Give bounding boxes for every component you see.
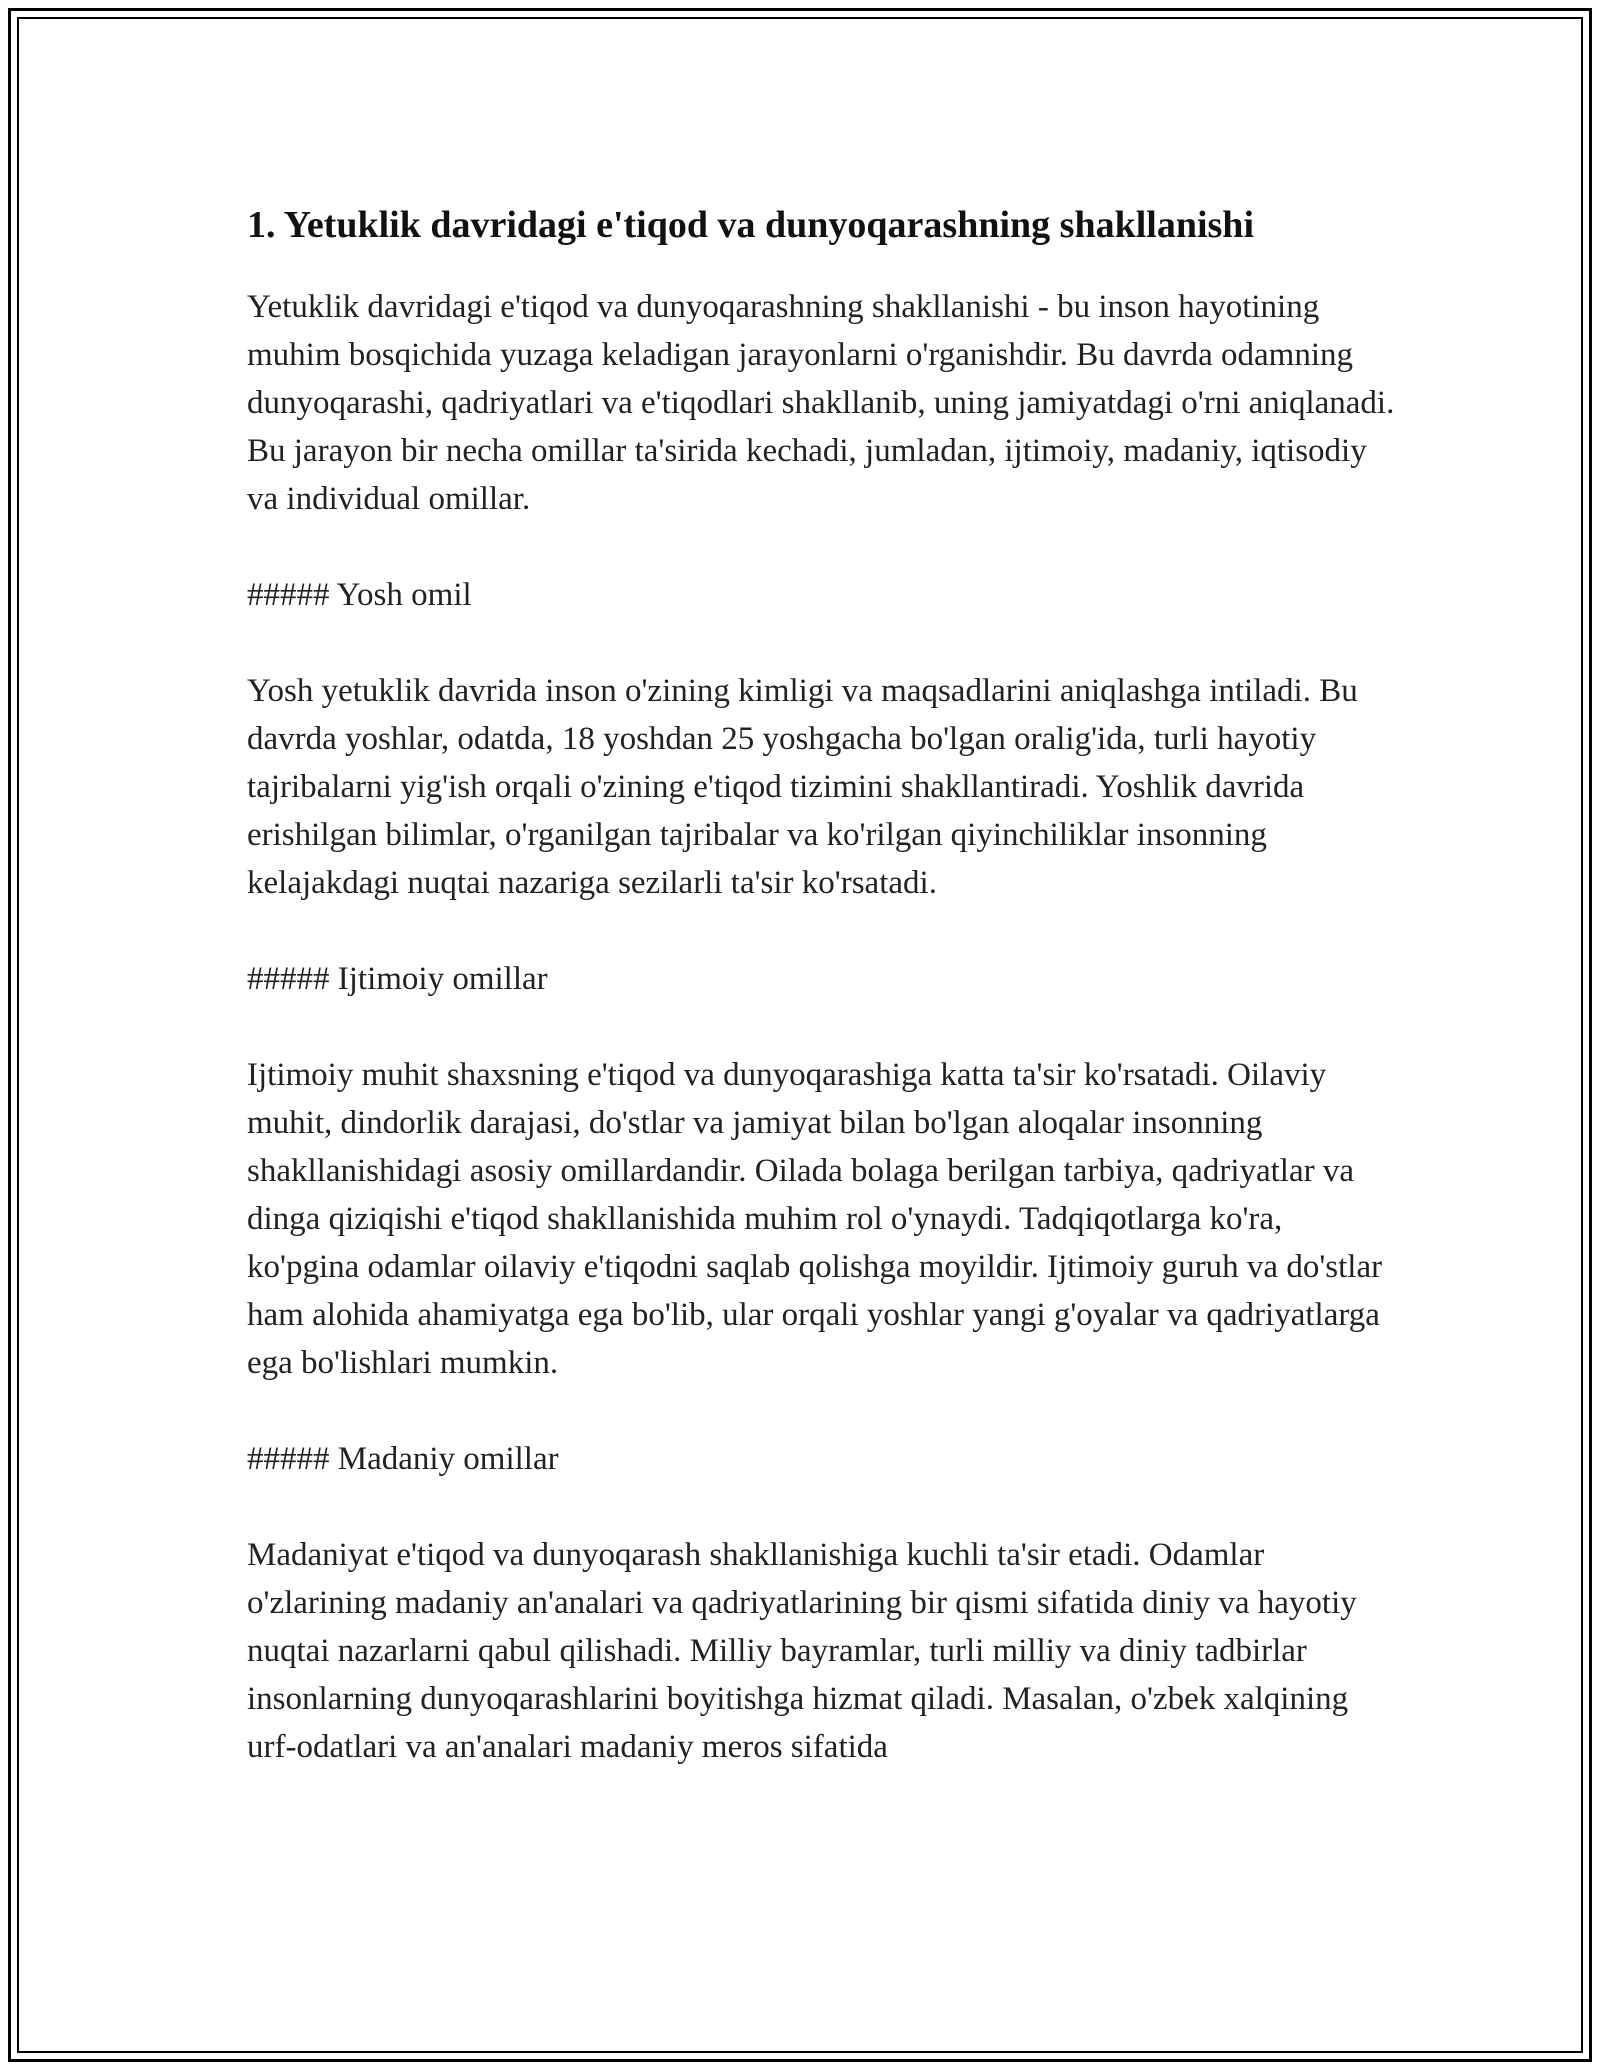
- intro-paragraph: Yetuklik davridagi e'tiqod va dunyoqarashning shakllanishi - bu inson hayotining muhim bosqichida yuzaga keladigan jarayonlarni o'rganishdir. Bu davrda odamning dunyoqarashi, qadriyatlari va e'tiqodlari shakllanib, uning jamiyatdagi o'rni aniqlanadi. Bu jarayon bir necha omillar ta'sirida kechadi, jumladan, ijtimoiy, madaniy, iqtisodiy va individual omillar.: [247, 289, 1395, 517]
- section-heading-ijtimoiy-omillar: ##### Ijtimoiy omillar: [247, 961, 548, 997]
- section-heading-yosh-omil: ##### Yosh omil: [247, 577, 472, 613]
- document-title: 1. Yetuklik davridagi e'tiqod va dunyoqarashning shakllanishi: [247, 204, 1254, 246]
- section-body-ijtimoiy-omillar: Ijtimoiy muhit shaxsning e'tiqod va dunyoqarashiga katta ta'sir ko'rsatadi. Oilaviy muhit, dindorlik darajasi, do'stlar va jamiyat bilan bo'lgan aloqalar insonning shakllanishidagi asosiy omillardandir. Oilada bolaga berilgan tarbiya, qadriyatlar va dinga qiziqishi e'tiqod shakllanishida muhim rol o'ynaydi. Tadqiqotlarga ko'ra, ko'pgina odamlar oilaviy e'tiqodni saqlab qolishga moyildir. Ijtimoiy guruh va do'stlar ham alohida ahamiyatga ega bo'lib, ular orqali yoshlar yangi g'oyalar va qadriyatlarga ega bo'lishlari mumkin.: [247, 1057, 1383, 1381]
- section-heading-madaniy-omillar: ##### Madaniy omillar: [247, 1441, 559, 1477]
- section-body-madaniy-omillar: Madaniyat e'tiqod va dunyoqarash shakllanishiga kuchli ta'sir etadi. Odamlar o'zlarining madaniy an'analari va qadriyatlarining bir qismi sifatida diniy va hayotiy nuqtai nazarlarni qabul qilishadi. Milliy bayramlar, turli milliy va diniy tadbirlar insonlarning dunyoqarashlarini boyitishga hizmat qiladi. Masalan, o'zbek xalqining urf-odatlari va an'analari madaniy meros sifatida: [247, 1537, 1357, 1765]
- document-page: [8, 8, 1592, 2062]
- document-content: [247, 199, 1397, 1771]
- section-body-yosh-omil: Yosh yetuklik davrida inson o'zining kimligi va maqsadlarini aniqlashga intiladi. Bu davrda yoshlar, odatda, 18 yoshdan 25 yoshgacha bo'lgan oralig'ida, turli hayotiy tajribalarni yig'ish orqali o'zining e'tiqod tizimini shakllantiradi. Yoshlik davrida erishilgan bilimlar, o'rganilgan tajribalar va ko'rilgan qiyinchiliklar insonning kelajakdagi nuqtai nazariga sezilarli ta'sir ko'rsatadi.: [247, 673, 1358, 901]
